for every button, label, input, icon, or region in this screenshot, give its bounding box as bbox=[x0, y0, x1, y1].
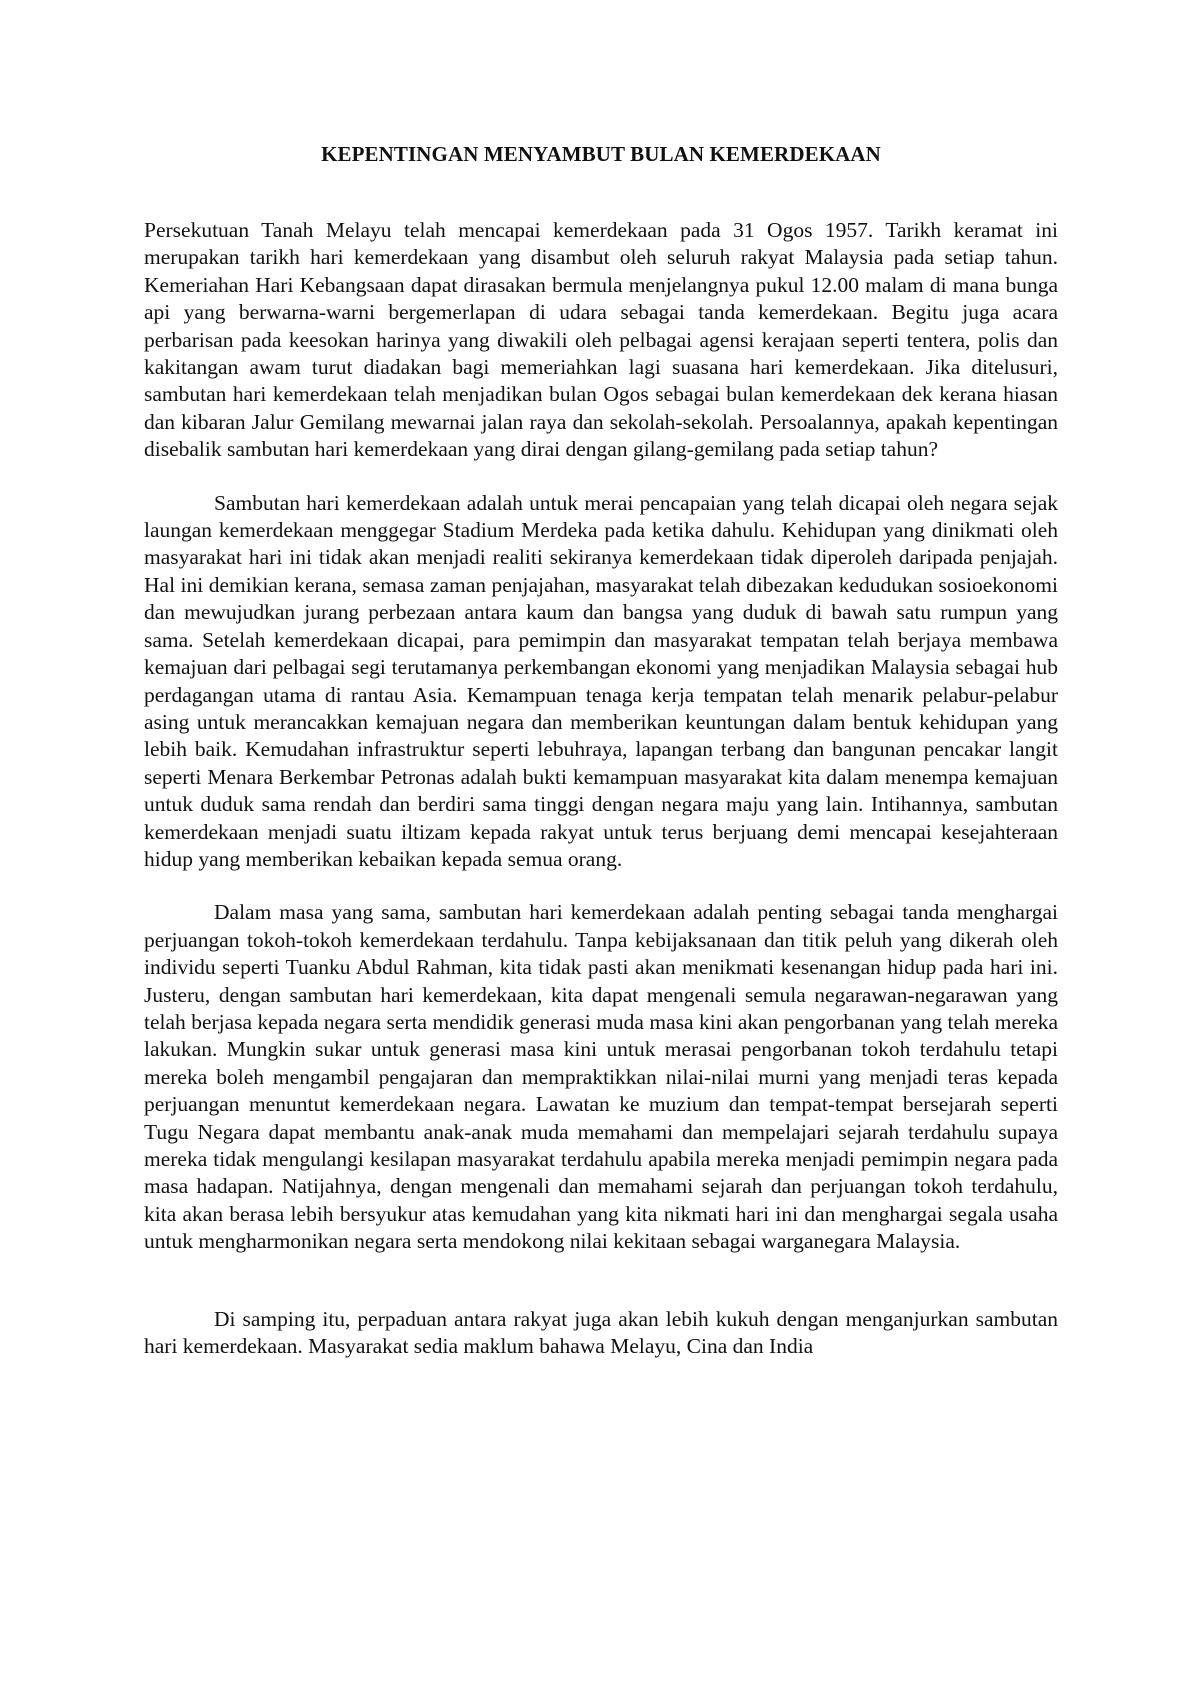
document-title: KEPENTINGAN MENYAMBUT BULAN KEMERDEKAAN bbox=[321, 142, 881, 166]
paragraph-body-3: Di samping itu, perpaduan antara rakyat juga akan lebih kukuh dengan menganjurkan sambutan hari kemerdekaan. Masyarakat sedia maklum bahawa Melayu, Cina dan India bbox=[144, 1306, 1058, 1359]
document-body bbox=[144, 141, 1058, 1360]
paragraph-body-1: Sambutan hari kemerdekaan adalah untuk merai pencapaian yang telah dicapai oleh negara sejak laungan kemerdekaan menggegar Stadium Merdeka pada ketika dahulu. Kehidupan yang dinikmati oleh masyarakat hari ini tidak akan menjadi realiti sekiranya kemerdekaan tidak diperoleh daripada penjajah. Hal ini demikian kerana, semasa zaman penjajahan, masyarakat telah dibezakan kedudukan sosioekonomi dan mewujudkan jurang perbezaan antara kaum dan bangsa yang duduk di bawah satu rumpun yang sama. Setelah kemerdekaan dicapai, para pemimpin dan masyarakat tempatan telah berjaya membawa kemajuan dari pelbagai segi terutamanya perkembangan ekonomi yang menjadikan Malaysia sebagai hub perdagangan utama di rantau Asia. Kemampuan tenaga kerja tempatan telah menarik pelabur-pelabur asing untuk merancakkan kemajuan negara dan memberikan keuntungan dalam bentuk kehidupan yang lebih baik. Kemudahan infrastruktur seperti lebuhraya, lapangan terbang dan bangunan pencakar langit seperti Menara Berkembar Petronas adalah bukti kemampuan masyarakat kita dalam menempa kemajuan untuk duduk sama rendah dan berdiri sama tinggi dengan negara maju yang lain. Intihannya, sambutan kemerdekaan menjadi suatu iltizam kepada rakyat untuk terus berjuang demi mencapai kesejahteraan hidup yang memberikan kebaikan kepada semua orang. bbox=[144, 490, 1058, 871]
paragraph-introduction: Persekutuan Tanah Melayu telah mencapai kemerdekaan pada 31 Ogos 1957. Tarikh keramat ini merupakan tarikh hari kemerdekaan yang disambut oleh seluruh rakyat Malaysia pada setiap tahun. Kemeriahan Hari Kebangsaan dapat dirasakan bermula menjelangnya pukul 12.00 malam di mana bunga api yang berwarna-warni bergemerlapan di udara sebagai tanda kemerdekaan. Begitu juga acara perbarisan pada keesokan harinya yang diwakili oleh pelbagai agensi kerajaan seperti tentera, polis dan kakitangan awam turut diadakan bagi memeriahkan lagi suasana hari kemerdekaan. Jika ditelusuri, sambutan hari kemerdekaan telah menjadikan bulan Ogos sebagai bulan kemerdekaan dek kerana hiasan dan kibaran Jalur Gemilang mewarnai jalan raya dan sekolah-sekolah. Persoalannya, apakah kepentingan disebalik sambutan hari kemerdekaan yang dirai dengan gilang-gemilang pada setiap tahun? bbox=[144, 218, 1058, 462]
paragraph-body-2: Dalam masa yang sama, sambutan hari kemerdekaan adalah penting sebagai tanda menghargai perjuangan tokoh-tokoh kemerdekaan terdahulu. Tanpa kebijaksanaan dan titik peluh yang dikerah oleh individu seperti Tuanku Abdul Rahman, kita tidak pasti akan menikmati kesenangan hidup pada hari ini. Justeru, dengan sambutan hari kemerdekaan, kita dapat mengenali semula negarawan-negarawan yang telah berjasa kepada negara serta mendidik generasi muda masa kini akan pengorbanan yang telah mereka lakukan. Mungkin sukar untuk generasi masa kini untuk merasai pengorbanan tokoh terdahulu tetapi mereka boleh mengambil pengajaran dan mempraktikkan nilai-nilai murni yang menjadi teras kepada perjuangan menuntut kemerdekaan negara. Lawatan ke muzium dan tempat-tempat bersejarah seperti Tugu Negara dapat membantu anak-anak muda memahami dan mempelajari sejarah terdahulu supaya mereka tidak mengulangi kesilapan masyarakat terdahulu apabila mereka menjadi pemimpin negara pada masa hadapan. Natijahnya, dengan mengenali dan memahami sejarah dan perjuangan tokoh terdahulu, kita akan berasa lebih bersyukur atas kemudahan yang kita nikmati hari ini dan menghargai segala usaha untuk mengharmonikan negara serta mendokong nilai kekitaan sebagai warganegara Malaysia. bbox=[144, 900, 1058, 1254]
